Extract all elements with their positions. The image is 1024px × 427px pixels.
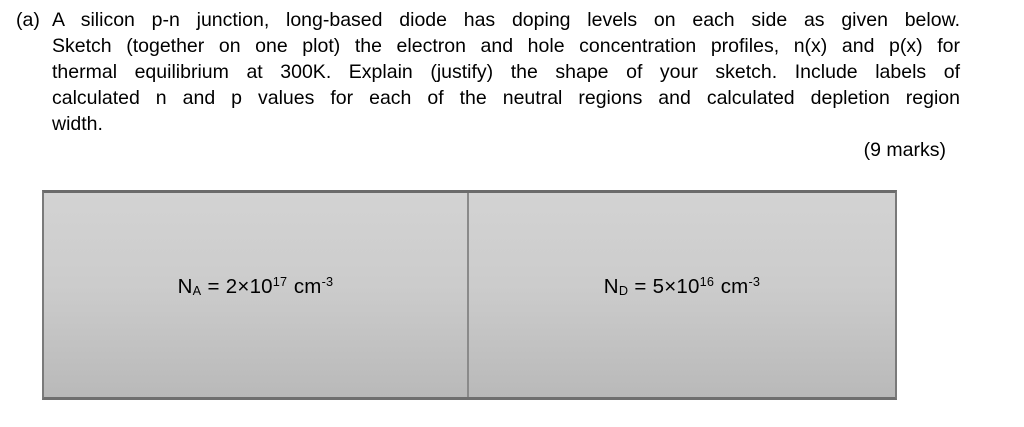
doping-symbol-subscript: D <box>618 283 629 299</box>
doping-exponent: 16 <box>699 274 715 290</box>
p-region <box>44 193 467 397</box>
doping-symbol: N <box>177 275 193 298</box>
doping-symbol: N <box>603 275 619 298</box>
question-paragraph <box>16 7 960 137</box>
n-region <box>469 193 895 397</box>
doping-mantissa: 2×10 <box>225 275 273 298</box>
doping-unit: cm <box>293 275 322 298</box>
question-part-label: (a) <box>16 9 40 31</box>
doping-mantissa: 5×10 <box>652 275 700 298</box>
question-line: A silicon p-n junction, long-based diode has doping levels on each side as given below. <box>52 9 960 31</box>
question-line: width. <box>52 113 103 135</box>
doping-unit: cm <box>720 275 749 298</box>
question-line: thermal equilibrium at 300K. Explain (justify) the shape of your sketch. Include labels of <box>52 61 960 83</box>
doping-symbol-subscript: A <box>192 283 202 299</box>
doping-unit-exponent: -3 <box>321 274 334 290</box>
equals-sign: = <box>634 275 647 298</box>
question-line: Sketch (together on one plot) the electron and hole concentration profiles, n(x) and p(x) for <box>52 35 960 57</box>
question-block <box>0 0 1024 163</box>
n-region-doping-label <box>604 275 760 299</box>
marks-label: (9 marks) <box>863 139 946 161</box>
equals-sign: = <box>207 275 220 298</box>
question-line: calculated n and p values for each of the neutral regions and calculated depletion region <box>52 87 960 109</box>
doping-exponent: 17 <box>272 274 288 290</box>
pn-junction-diagram <box>42 190 897 400</box>
question-text <box>52 7 960 137</box>
doping-unit-exponent: -3 <box>748 274 761 290</box>
p-region-doping-label <box>178 275 334 299</box>
